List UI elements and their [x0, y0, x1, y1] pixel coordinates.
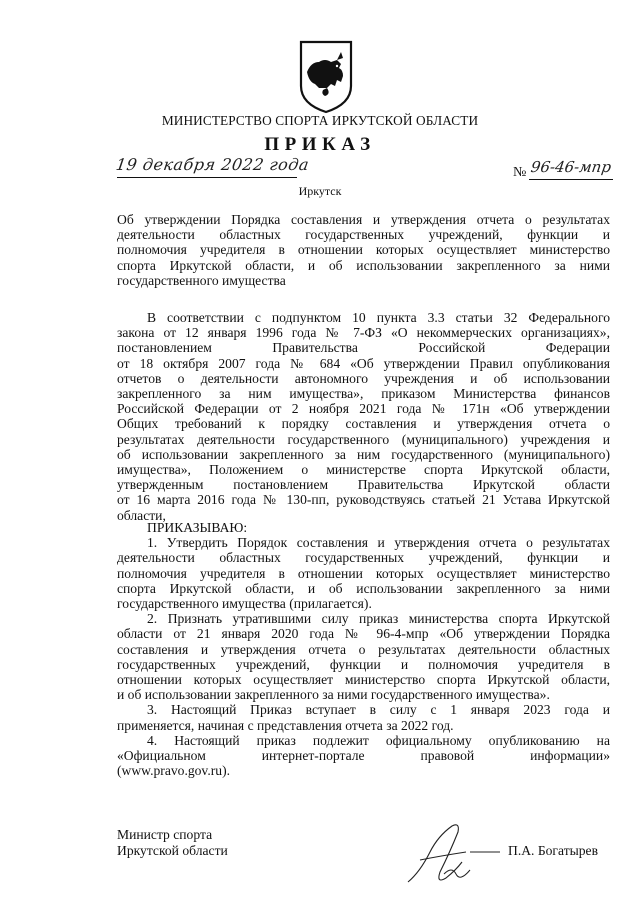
- title-line: спорта Иркутской области, и об использовании закрепленного за ними: [117, 257, 610, 273]
- number-label: №: [513, 165, 527, 180]
- preamble-line: Российской Федерации от 2 ноября 2021 года № 171н «Об утверждении: [117, 401, 610, 417]
- handwritten-signature: [400, 812, 510, 892]
- order-item-1-line: полномочия учредителя в отношении которых осуществляет министерство: [117, 565, 610, 581]
- title-line: государственного имущества: [117, 272, 286, 288]
- signatory-position: [117, 827, 228, 858]
- handwritten-date: 19 декабря 2022 года: [114, 155, 311, 174]
- preamble-line: закона от 12 января 1996 года № 7-ФЗ «О некоммерческих организациях»,: [117, 325, 610, 341]
- preamble-line: от 16 марта 2016 года № 130-пп, руководствуясь статьей 21 Устава Иркутской: [117, 492, 610, 508]
- order-item-1-line: спорта Иркутской области, и об использовании закрепленного за ними: [117, 580, 610, 596]
- order-item-1-line: государственного имущества (прилагается).: [117, 596, 372, 612]
- order-title: [117, 212, 610, 288]
- preamble-line: утвержденным постановлением Правительства Иркутской области: [117, 477, 610, 493]
- title-line: полномочия учредителя в отношении которых осуществляет министерство: [117, 242, 610, 258]
- number-underline: [529, 179, 613, 180]
- signatory-position-line: Иркутской области: [117, 842, 228, 858]
- preamble-line: отчетов о деятельности автономного учреждения и об использовании: [117, 370, 610, 386]
- preamble-line: имущества», Положением о министерстве спорта Иркутской области,: [117, 462, 610, 478]
- order-item-2-line: 2. Признать утратившими силу приказ министерства спорта Иркутской: [147, 611, 610, 627]
- preamble-line: постановлением Правительства Российской Федерации: [117, 340, 610, 356]
- order-item-2-line: государственных учреждений, функции и полномочия учредителя в: [117, 656, 610, 672]
- preamble-line: закрепленного за ним имущества», приказом Министерства финансов: [117, 386, 610, 402]
- preamble-line: В соответствии с подпунктом 10 пункта 3.3 статьи 32 Федерального: [147, 310, 610, 325]
- preamble-line: области,: [117, 507, 166, 523]
- date-underline: [117, 177, 297, 178]
- ministry-name: МИНИСТЕРСТВО СПОРТА ИРКУТСКОЙ ОБЛАСТИ: [161, 113, 479, 128]
- preamble-line: об использовании закрепленного за ним государственного (муниципального): [117, 446, 610, 462]
- document-type-title: ПРИКАЗ: [264, 134, 376, 155]
- order-item-4-line: 4. Настоящий приказ подлежит официальному опубликованию на: [147, 732, 610, 748]
- order-item-4-line: (www.pravo.gov.ru).: [117, 763, 230, 779]
- order-item-1-line: 1. Утвердить Порядок составления и утверждения отчета о результатах: [147, 535, 610, 551]
- preamble-line: Общих требований к порядку составления и утверждения отчета о: [117, 416, 610, 432]
- order-item-2-line: и об использовании закрепленного за ними государственного имущества».: [117, 687, 550, 703]
- preamble-line: от 18 октября 2007 года № 684 «Об утверждении Правил опубликования: [117, 355, 610, 371]
- order-word: ПРИКАЗЫВАЮ:: [147, 520, 248, 535]
- signatory-name: П.А. Богатырев: [508, 843, 599, 858]
- preamble-paragraph: [117, 310, 610, 523]
- preamble-line: результатах деятельности государственного (муниципального) учреждения и: [117, 431, 610, 447]
- order-item-2-line: составления и утверждения отчета о результатах деятельности областных: [117, 641, 610, 657]
- title-line: деятельности областных государственных учреждений, функции и: [117, 227, 610, 243]
- order-item-1-line: деятельности областных государственных учреждений, функции и: [117, 550, 610, 566]
- order-items: [117, 520, 610, 778]
- order-item-2-line: области от 21 января 2020 года № 96-4-мпр «Об утверждении Порядка: [117, 626, 610, 642]
- city-name: Иркутск: [298, 184, 342, 198]
- title-line: Об утверждении Порядка составления и утверждения отчета о результатах: [117, 212, 610, 227]
- handwritten-number: 96-46-мпр: [529, 158, 613, 176]
- order-item-3-line: 3. Настоящий Приказ вступает в силу с 1 января 2023 года и: [147, 702, 610, 718]
- order-item-3-line: применяется, начиная с представления отчета за 2022 год.: [117, 717, 454, 733]
- signatory-position-line: Министр спорта: [117, 827, 213, 842]
- order-item-4-line: «Официальном интернет-портале правовой информации»: [117, 748, 610, 764]
- coat-of-arms-icon: [297, 38, 355, 114]
- order-item-2-line: отношении которых осуществляет министерство спорта Иркутской области,: [117, 672, 610, 688]
